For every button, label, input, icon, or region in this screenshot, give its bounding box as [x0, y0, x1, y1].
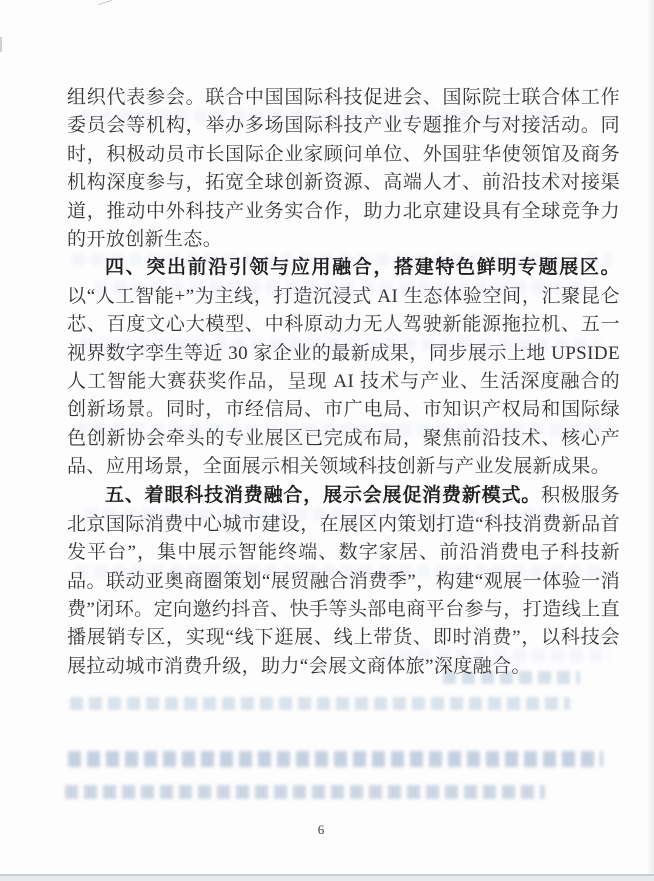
- scanner-background: [0, 876, 654, 881]
- bleedthrough-line: [70, 697, 570, 710]
- paragraph-continuation: [67, 84, 620, 254]
- paragraph-text: 以“人工智能+”为主线，打造沉浸式 AI 生态体验空间，汇聚昆仑芯、百度文心大模型、中科原动力无人驾驶新能源拖拉机、五一视界数字孪生等近 30 家企业的最新成果，同步展示上地 UPSIDE 人工智能大赛获奖作品，呈现 AI 技术与产业、生活深度融合的创新场景。同时，市经信局、市广电局、市知识产权局和国际绿色创新协会牵头的专业展区已完成布局，聚焦前沿技术、核心产品、应用场景，全面展示相关领域科技创新与产业发展新成果。: [67, 285, 620, 478]
- paragraph-section-4: [67, 254, 620, 482]
- section-5-heading: 五、着眼科技消费融合，展示会展促消费新模式。: [105, 485, 542, 507]
- scan-artifact: [98, 0, 112, 5]
- scan-artifact: [0, 37, 2, 52]
- bleedthrough-line: [68, 751, 603, 767]
- page-right-edge: [647, 0, 654, 875]
- document-body: [67, 84, 620, 681]
- page-number: 6: [317, 822, 325, 837]
- bleedthrough-line: [65, 785, 545, 799]
- paragraph-section-5: [67, 482, 620, 681]
- paragraph-text: 积极服务北京国际消费中心城市建设，在展区内策划打造“科技消费新品首发平台”，集中展示智能终端、数字家居、前沿消费电子科技新品。联动亚奥商圈策划“展贸融合消费季”，构建“观展一体验一消费”闭环。定向邀约抖音、快手等头部电商平台参与，打造线上直播展销专区，实现“线下逛展、线上带货、即时消费”，以科技会展拉动城市消费升级，助力“会展文商体旅”深度融合。: [67, 485, 620, 677]
- section-4-heading: 四、突出前沿引领与应用融合，搭建特色鲜明专题展区。: [105, 257, 620, 279]
- paragraph-text: 组织代表参会。联合中国国际科技促进会、国际院士联合体工作委员会等机构，举办多场国际科技产业专题推介与对接活动。同时，积极动员市长国际企业家顾问单位、外国驻华使领馆及商务机构深度参与，拓宽全球创新资源、高端人才、前沿技术对接渠道，推动中外科技产业务实合作，助力北京建设具有全球竞争力的开放创新生态。: [67, 87, 620, 251]
